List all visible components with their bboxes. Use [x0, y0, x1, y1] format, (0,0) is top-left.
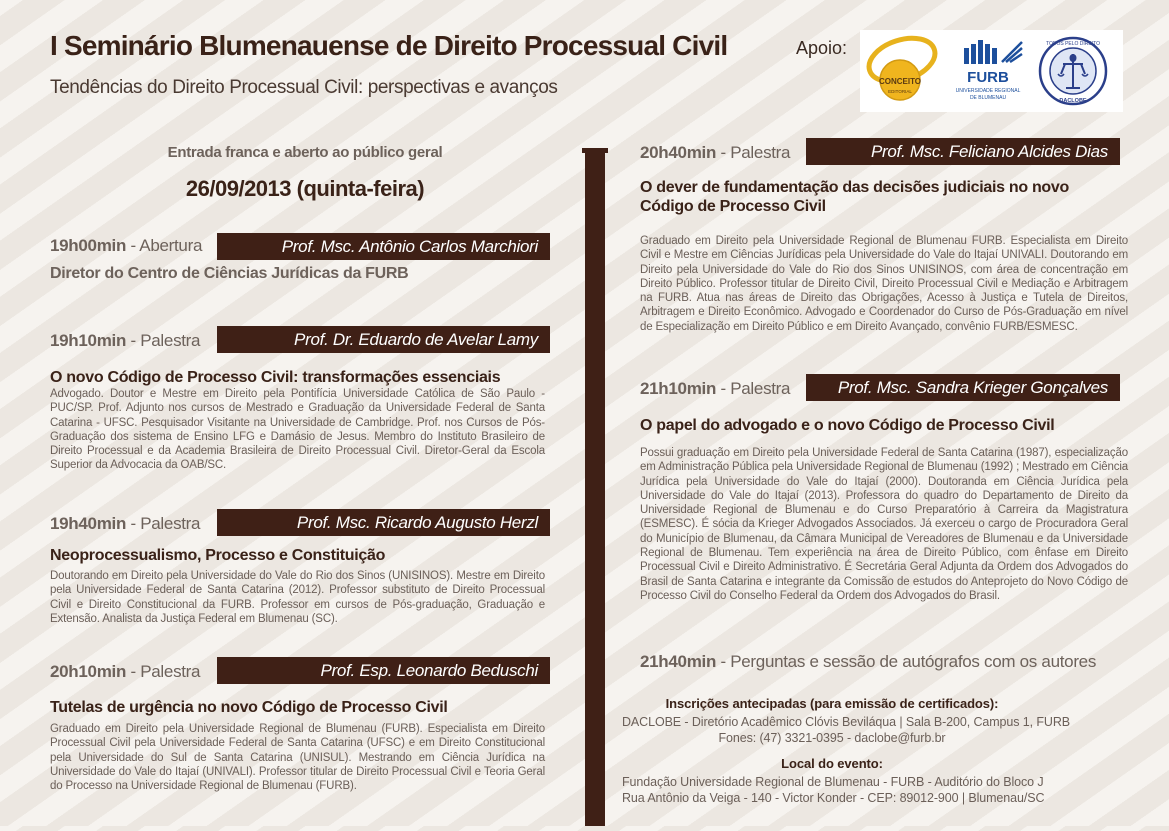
- speaker-bar: Prof. Msc. Ricardo Augusto Herzl: [217, 509, 550, 536]
- page-subtitle: Tendências do Direito Processual Civil: perspectivas e avanços: [50, 77, 558, 98]
- session-time-value: 19h00min: [50, 236, 127, 255]
- registration-address: DACLOBE - Diretório Acadêmico Clóvis Beviláqua | Sala B-200, Campus 1, FURB: [622, 715, 1071, 729]
- talk-title: O dever de fundamentação das decisões judiciais no novo Código de Processo Civil: [640, 179, 1069, 215]
- furb-logo-sub2: DE BLUMENAU: [969, 95, 1007, 101]
- furb-logo: [956, 40, 1022, 101]
- sponsor-logos: [860, 30, 1123, 112]
- conceito-logo-text: CONCEITO: [878, 77, 922, 86]
- conceito-logo-sub: EDITORIAL: [888, 89, 912, 94]
- session-time: [640, 379, 790, 399]
- closing-text: - Perguntas e sessão de autógrafos com os autores: [716, 652, 1097, 671]
- talk-title: Tutelas de urgência no novo Código de Processo Civil: [50, 699, 448, 716]
- speaker-bio: Graduado em Direito pela Universidade Regional de Blumenau (FURB). Especialista em Direito Processual Civil pela Universidade Federal de Santa Catarina (UFSC) e em Direito Constitucional pela Universidade do Sul de Santa Catarina (UNISUL). Mestrando em Ciência Jurídica na Universidade do Vale do Itajaí (UNIVALI). Professor titular de Direito Processual Civil e Teoria Geral do Processo na Universidade Regional de Blumenau (FURB).: [50, 723, 545, 793]
- session-time-value: 20h10min: [50, 662, 127, 681]
- center-divider: [581, 148, 609, 826]
- daclobe-ring-bottom: DACLOBE: [1059, 98, 1087, 104]
- speaker-bar: Prof. Msc. Sandra Krieger Gonçalves: [806, 374, 1120, 401]
- session-time: [640, 143, 790, 163]
- talk-title: O novo Código de Processo Civil: transformações essenciais: [50, 369, 501, 386]
- session-time-value: 19h10min: [50, 331, 127, 350]
- session-time: [50, 236, 202, 256]
- speaker-bar: Prof. Dr. Eduardo de Avelar Lamy: [217, 326, 550, 353]
- registration-heading: Inscrições antecipadas (para emissão de certificados):: [665, 696, 999, 711]
- speaker-bar: Prof. Esp. Leonardo Beduschi: [217, 657, 550, 684]
- page-title: I Seminário Blumenauense de Direito Processual Civil: [50, 30, 728, 61]
- venue-address: Rua Antônio da Veiga - 140 - Victor Konder - CEP: 89012-900 | Blumenau/SC: [622, 791, 1045, 805]
- session-type: - Palestra: [126, 331, 201, 350]
- session-time-value: 19h40min: [50, 514, 127, 533]
- session-time: [50, 331, 200, 351]
- furb-logo-text: FURB: [967, 69, 1009, 86]
- talk-title: O papel do advogado e o novo Código de Processo Civil: [640, 417, 1055, 434]
- event-date: 26/09/2013 (quinta-feira): [185, 176, 425, 201]
- daclobe-seal: [1040, 38, 1106, 104]
- speaker-role: Diretor do Centro de Ciências Jurídicas da FURB: [50, 265, 409, 282]
- session-type: - Palestra: [716, 143, 791, 162]
- speaker-bio: Doutorando em Direito pela Universidade do Vale do Rio dos Sinos (UNISINOS). Mestre em Direito pela Universidade Federal de Santa Catarina (2012). Professor substituto de Direito Processual Civil e Direito Constitucional da FURB. Professor em cursos de Pós-graduação, Graduação e Extensão. Analista da Justiça Federal em Blumenau (SC).: [50, 570, 545, 625]
- session-time-value: 21h10min: [640, 379, 717, 398]
- furb-logo-sub1: UNIVERSIDADE REGIONAL: [955, 88, 1021, 94]
- speaker-bio: Graduado em Direito pela Universidade Regional de Blumenau FURB. Especialista em Direito Civil e Mestre em Ciências Jurídicas pela Universidade do Vale do Itajaí UNIVALI. Doutorando em Direito pela Universidade do Vale do Rio dos Sinos UNISINOS, com área de concentração em Direito Público. Professor titular de Direito Civil, Direito Processual Civil e Mediação e Arbitragem na FURB. Atua nas áreas de Direito das Obrigações, Acesso à Justiça e Tutela de Direitos, Arbitragem e Direito Econômico. Advogado e Coordenador do Curso de Pós-Graduação em nível de Especialização em Direito Público e em Direito Avançado, convênio FURB/ESMESC.: [640, 235, 1128, 333]
- speaker-bio: Advogado. Doutor e Mestre em Direito pela Pontifícia Universidade Católica de São Paulo - PUC/SP. Prof. Adjunto nos cursos de Mestrado e Graduação da Universidade Federal de Santa Catarina - UFSC. Pesquisador Visitante na Universidade de Cambridge. Prof. nos Cursos de Pós-Graduação dos sistema de Ensino LFG e Damásio de Jesus. Membro do Instituto Brasileiro de Direito Processual e da Academia Brasileira de Direito Processual Civil. Diretor-Geral da Escola Superior da Advocacia da OAB/SC.: [50, 388, 545, 472]
- venue-heading: Local do evento:: [781, 756, 883, 771]
- conceito-logo: [863, 30, 940, 100]
- speaker-bar: Prof. Msc. Antônio Carlos Marchiori: [217, 233, 550, 260]
- closing-session: [640, 652, 1096, 672]
- session-type: - Palestra: [126, 662, 201, 681]
- daclobe-ring-top: TODOS PELO DIREITO: [1046, 41, 1100, 47]
- talk-title: Neoprocessualismo, Processo e Constituição: [50, 547, 386, 564]
- session-type: - Abertura: [126, 236, 203, 255]
- speaker-bar: Prof. Msc. Feliciano Alcides Dias: [806, 138, 1120, 165]
- apoio-label: Apoio:: [796, 38, 848, 58]
- registration-contact: Fones: (47) 3321-0395 - daclobe@furb.br: [718, 731, 946, 745]
- speaker-bio: Possui graduação em Direito pela Universidade Federal de Santa Catarina (1987), especialização em Administração Pública pela Universidade Regional de Blumenau (1992) ; Mestrado em Ciência Jurídica pela Universidade do Vale do Itajaí (2000). Doutoranda em Ciência Jurídica pela Universidade do Vale do Itajaí (2013). Professora do quadro do Departamento de Direito da Universidade Regional de Blumenau e do Curso Preparatório à Carreira da Magistratura (ESMESC). É sócia da Krieger Advogados Associados. Já exerceu o cargo de Procuradora Geral do Município de Blumenau, da Câmara Municipal de Vereadores de Blumenau e da Universidade Regional de Blumenau. Tem experiência na área de Direito Público, com ênfase em Direito Processual Civil e Direito Administrativo. É Secretária Geral Adjunta da Ordem dos Advogados do Brasil de Santa Catarina e integrante da Comissão de estudos do Anteprojeto do Novo Código de Processo Civil do Conselho Federal da Ordem dos Advogados do Brasil.: [640, 447, 1128, 602]
- session-time: [50, 514, 200, 534]
- closing-time: 21h40min: [640, 652, 717, 671]
- free-entry-notice: Entrada franca e aberto ao público geral: [167, 144, 443, 161]
- session-type: - Palestra: [126, 514, 201, 533]
- session-type: - Palestra: [716, 379, 791, 398]
- session-time: [50, 662, 200, 682]
- session-time-value: 20h40min: [640, 143, 717, 162]
- venue-name: Fundação Universidade Regional de Blumenau - FURB - Auditório do Bloco J: [622, 775, 1044, 789]
